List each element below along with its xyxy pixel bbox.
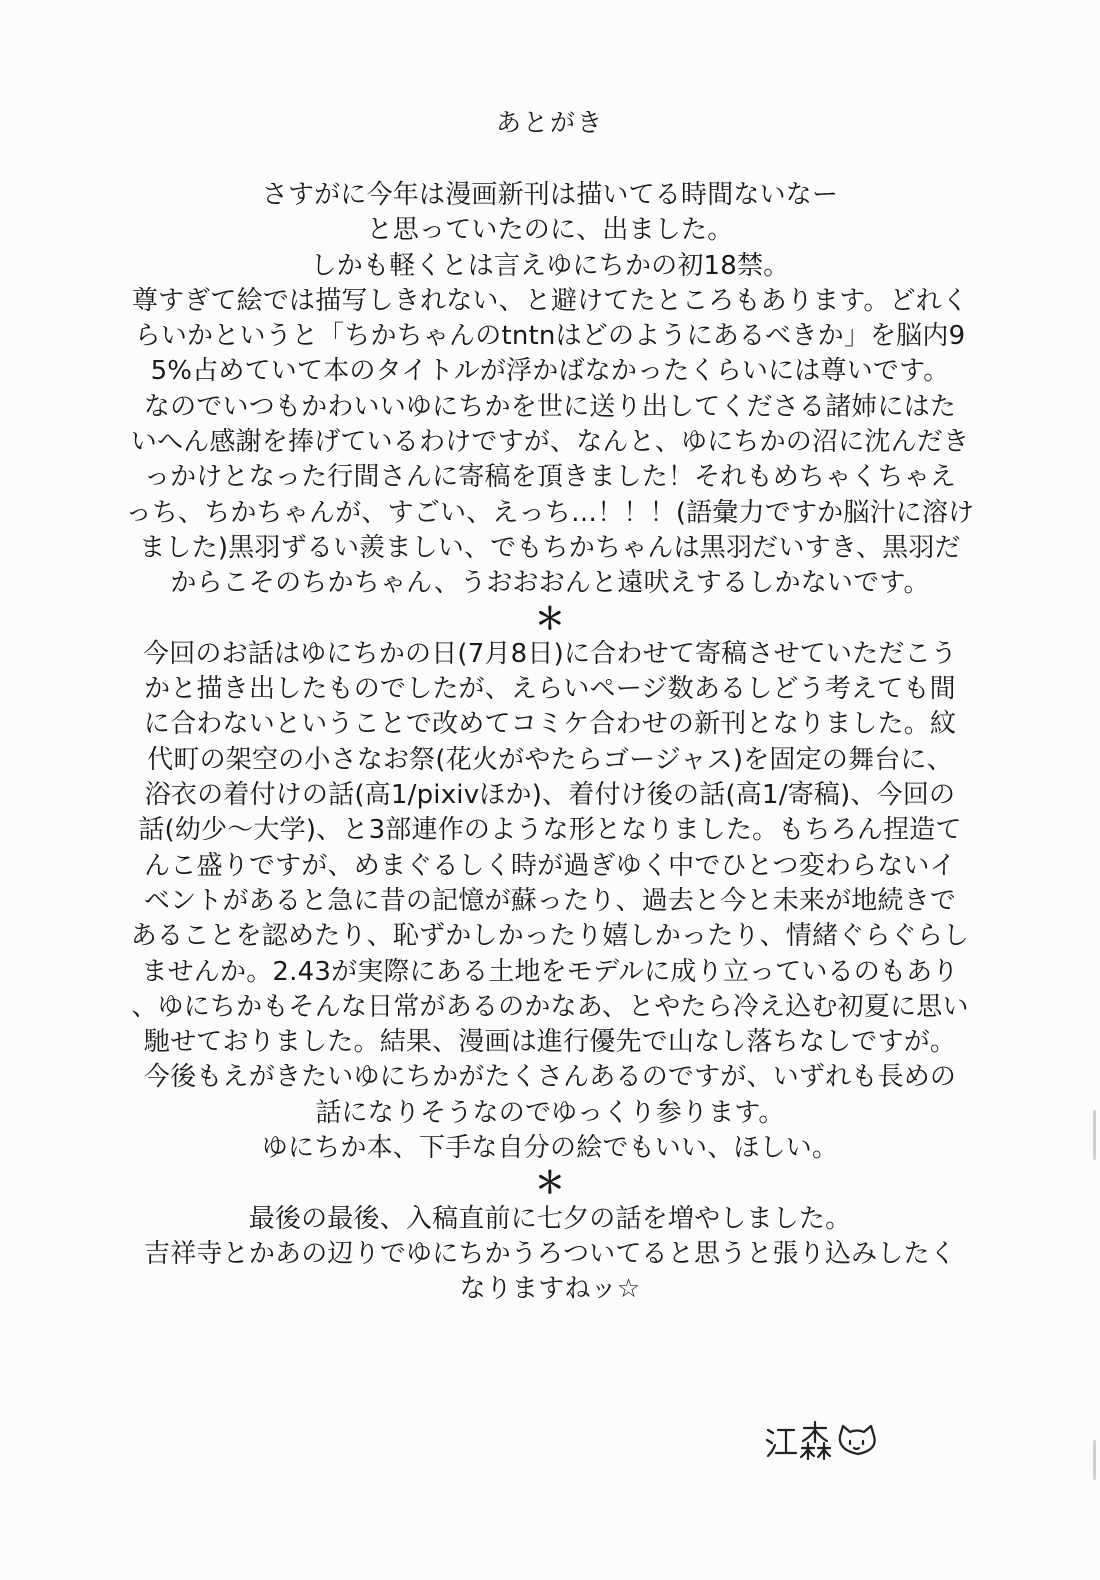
text-line: っかけとなった行間さんに寄稿を頂きました！それもめちゃくちゃえ [143,462,957,493]
text-line: らいかというと「ちかちゃんのtntnはどのようにあるべきか」を脳内9 [134,321,966,352]
text-line: ゆにちか本、下手な自分の絵でもいい、ほしい。 [261,1133,839,1164]
text-line: あることを認めたり、恥ずかしかったり嬉しかったり、情緒ぐらぐらし [130,921,970,952]
text-line: と思っていたのに、出ました。 [366,215,734,246]
author-signature [764,1410,884,1470]
text-line: ベントがあると急に昔の記憶が蘇ったり、過去と今と未来が地続きで [143,885,957,916]
text-line: 浴衣の着付けの話(高1/pixivほか)、着付け後の話(高1/寄稿)、今回の [144,780,956,811]
text-line: ました)黒羽ずるい羨ましい、でもちかちゃんは黒羽だいすき、黒羽だ [139,532,961,563]
text-line: なりますねッ☆ [459,1274,641,1305]
text-line: 話(幼少〜大学)、と3部連作のような形となりました。もちろん捏造て [138,815,962,846]
text-line: に合わないということで改めてコミケ合わせの新刊となりました。紋 [143,709,957,740]
text-line: 最後の最後、入稿直前に七夕の話を増やしました。 [248,1203,852,1234]
section-separator: ＊ [534,601,566,637]
afterword-body [60,178,1040,1308]
page-title: あとがき [495,108,604,137]
text-line: 尊すぎて絵では描写しきれない、と避けてたところもあります。どれく [131,285,969,316]
text-line: しかも軽くとは言えゆにちかの初18禁。 [310,250,790,281]
text-line: からこそのちかちゃん、うおおおんと遠吠えするしかないです。 [170,568,930,599]
text-line: ませんか。2.43が実際にある土地をモデルに成り立っているのもあり [141,956,959,987]
text-line: んこ盛りですが、めまぐるしく時が過ぎゆく中でひとつ変わらないイ [144,850,956,881]
scan-edge-mark [1093,1440,1096,1480]
text-line: 5%占めていて本のタイトルが浮かばなかったくらいには尊いです。 [150,356,950,387]
text-line: 今回のお話はゆにちかの日(7月8日)に合わせて寄稿させていただこう [143,638,957,669]
section-separator: ＊ [534,1166,566,1202]
text-line: 、ゆにちかもそんな日常があるのかなあ、とやたら冷え込む初夏に思い [131,991,969,1022]
text-line: さすがに今年は漫画新刊は描いてる時間ないなー [261,180,839,210]
text-line: いへん感謝を捧げているわけですが、なんと、ゆにちかの沼に沈んだき [130,427,970,458]
text-line: 今後もえがきたいゆにちかがたくさんあるのですが、いずれも長めの [143,1062,957,1093]
scan-edge-mark [1093,1110,1096,1160]
text-line: かと描き出したものでしたが、えらいページ数あるしどう考えても間 [144,674,956,705]
text-line: なのでいつもかわいいゆにちかを世に送り出してくださる諸姉にはた [143,391,957,422]
text-line: っち、ちかちゃんが、すごい、えっち…！！！(語彙力ですか脳汁に溶け [125,497,975,528]
text-line: 話になりそうなのでゆっくり参ります。 [315,1097,785,1128]
text-line: 代町の架空の小さなお祭(花火がやたらゴージャス)を固定の舞台に、 [147,744,953,775]
text-line: 吉祥寺とかあの辺りでゆにちかうろついてると思うと張り込みしたく [144,1238,956,1269]
text-line: 馳せておりました。結果、漫画は進行優先で山なし落ちなしですが。 [143,1027,957,1058]
